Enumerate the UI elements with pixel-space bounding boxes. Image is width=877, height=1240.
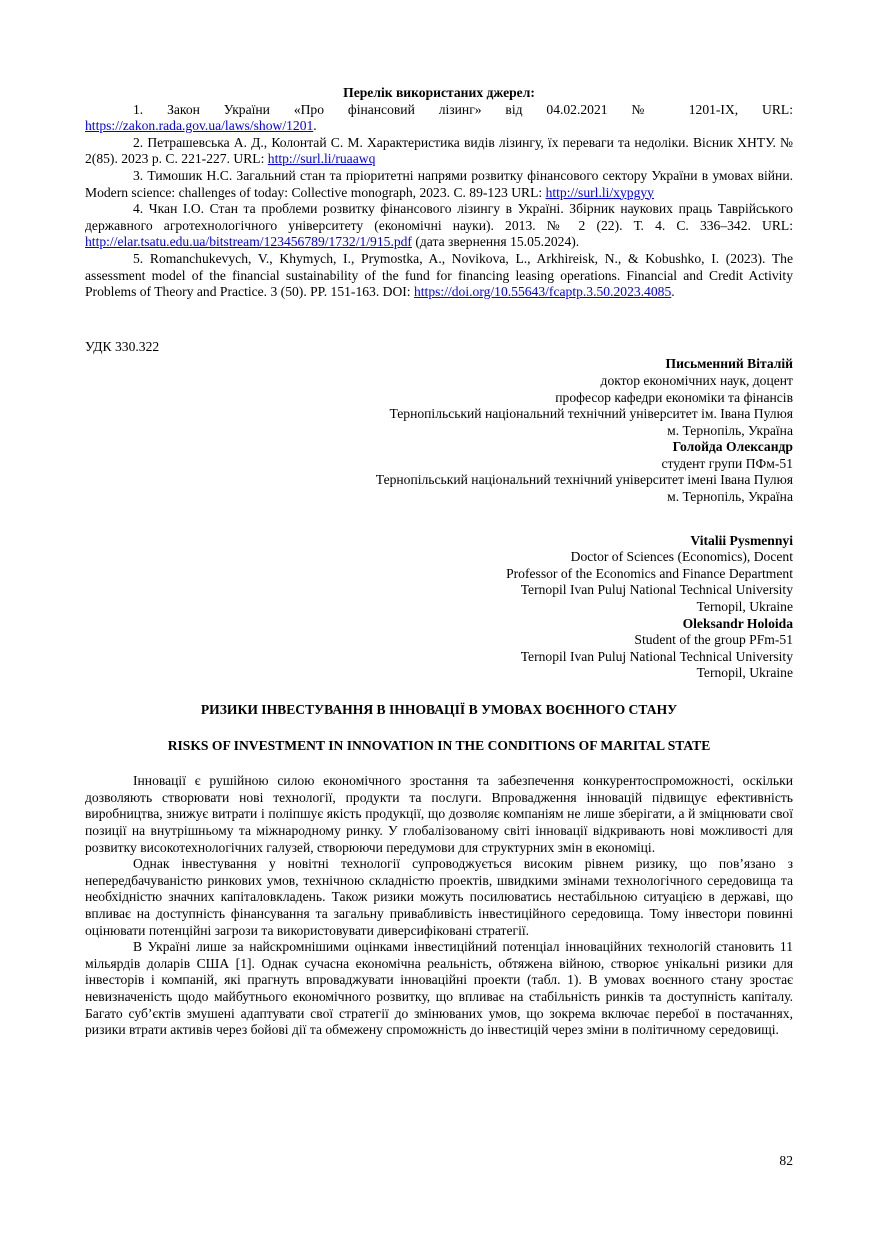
author2-university-ua: Тернопільський національний технічний університет імені Івана Пулюя xyxy=(375,472,793,488)
article-title-en: RISKS OF INVESTMENT IN INNOVATION IN THE CONDITIONS OF MARITAL STATE xyxy=(167,737,711,753)
author1-position-en: Professor of the Economics and Finance Department xyxy=(506,565,793,581)
reference-link[interactable]: https://doi.org/10.55643/fcaptp.3.50.2023.4085 xyxy=(413,284,672,300)
references-list xyxy=(85,102,793,301)
reference-link[interactable]: https://zakon.rada.gov.ua/laws/show/1201 xyxy=(85,118,314,134)
reference-link[interactable]: http://surl.li/ruaawq xyxy=(267,151,376,167)
reference-after: . xyxy=(671,284,675,300)
authors-ua xyxy=(85,356,793,505)
author1-name-ua: Письменний Віталій xyxy=(665,356,793,372)
author2-name-ua: Голойда Олександр xyxy=(672,439,793,455)
reference-number: 3. xyxy=(133,167,144,183)
reference-text: Петрашевська А. Д., Колонтай С. М. Характеристика видів лізингу, їх переваги та недоліки. Вісник ХНТУ. № 2(85). 2023 р. С. 221-227. URL: xyxy=(85,134,793,167)
reference-link[interactable]: http://elar.tsatu.edu.ua/bitstream/123456789/1732/1/915.pdf xyxy=(85,234,412,250)
reference-number: 2. xyxy=(133,134,144,150)
reference-after: . xyxy=(313,118,317,134)
reference-number: 1. xyxy=(133,101,144,117)
author1-degree-ua: доктор економічних наук, доцент xyxy=(600,372,793,388)
page-content xyxy=(85,85,793,1039)
author2-university-en: Ternopil Ivan Puluj National Technical University xyxy=(520,648,793,664)
reference-number: 4. xyxy=(133,201,144,217)
references-title: Перелік використаних джерел: xyxy=(343,85,535,100)
author1-university-ua: Тернопільський національний технічний університет ім. Івана Пулюя xyxy=(389,406,793,422)
author2-name-en: Oleksandr Holoida xyxy=(682,615,793,631)
author2-position-ua: студент групи ПФм-51 xyxy=(661,455,793,471)
reference-after: (дата звернення 15.05.2024). xyxy=(411,234,580,250)
author1-name-en: Vitalii Pysmennyi xyxy=(690,532,793,548)
reference-item xyxy=(85,168,793,201)
article-title-ua: РИЗИКИ ІНВЕСТУВАННЯ В ІННОВАЦІЇ В УМОВАХ ВОЄННОГО СТАНУ xyxy=(200,702,678,717)
author1-university-en: Ternopil Ivan Puluj National Technical University xyxy=(520,582,793,598)
reference-link[interactable]: http://surl.li/xypgyy xyxy=(545,184,654,200)
author1-degree-en: Doctor of Sciences (Economics), Docent xyxy=(570,549,793,565)
author2-city-ua: м. Тернопіль, Україна xyxy=(667,489,793,505)
author1-position-ua: професор кафедри економіки та фінансів xyxy=(555,389,793,405)
page-number: 82 xyxy=(779,1153,793,1168)
reference-item xyxy=(85,251,793,301)
author1-city-ua: м. Тернопіль, Україна xyxy=(667,422,793,438)
author2-city-en: Ternopil, Ukraine xyxy=(696,665,793,681)
reference-text: Romanchukevych, V., Khymych, I., Prymostka, A., Novikova, L., Arkhireisk, N., & Kobushko, I. (2023). The assessment model of the financial sustainability of the fund for financing leasing operations. Financial and Credit Activity Problems of Theory and Practice. 3 (50). PP. 151-163. DOI: xyxy=(85,250,793,300)
reference-item xyxy=(85,201,793,251)
reference-text: Тимошик Н.С. Загальний стан та пріоритетні напрями розвитку фінансового сектору України в умовах війни. Modern science: challenges of today: Collective monograph, 2023. C. 89-123 URL: xyxy=(85,167,793,200)
reference-text: Закон України «Про фінансовий лізинг» від 04.02.2021 № 1201-IX, URL: xyxy=(167,101,794,117)
author1-city-en: Ternopil, Ukraine xyxy=(696,599,793,615)
udc-code: УДК 330.322 xyxy=(85,338,160,354)
reference-number: 5. xyxy=(133,250,144,266)
body-paragraph: Інновації є рушійною силою економічного зростання та забезпечення конкурентоспроможності, оскільки дозволяють створювати нові технології, продукти та послуги. Впровадження інновацій підвищує ефективність виробництва, знижує витрати і поліпшує якість продукції, що дозволяє компаніям не лише зберігати, а й зміцнювати свої позиції на внутрішньому та міжнародному ринку. У глобалізованому світі інновації відкривають нові можливості для розвитку високотехнологічних галузей, створюючи передумови для структурних змін в економіці. xyxy=(85,773,793,855)
body-paragraph: В Україні лише за найскромнішими оцінками інвестиційний потенціал інноваційних технологій становить 11 мільярдів доларів США [1]. Однак сучасна економічна реальність, обтяжена війною, створює унікальні ризики для інвесторів і компаній, які прагнуть впроваджувати інноваційні проекти (табл. 1). В умовах воєнного стану зростає невизначеність щодо майбутнього економічного розвитку, що впливає на стабільність ринків та доступність капіталу. Багато суб’єктів змушені адаптувати свої стратегії до змінюваних умов, що зокрема включає перебої в постачаннях, ризики втрати активів через бойові дії та обмежену спроможність до інвестицій через зміни в політичному середовищі. xyxy=(85,939,793,1038)
reference-text: Чкан І.О. Стан та проблеми розвитку фінансового лізингу в Україні. Збірник наукових праць Таврійського державного агротехнологічного університету (економічні науки). 2013. № 2 (22). Т. 4. С. 336–342. URL: xyxy=(85,201,793,233)
reference-item xyxy=(85,135,793,168)
article-body xyxy=(85,773,793,1039)
reference-item xyxy=(85,102,793,135)
authors-en xyxy=(85,533,793,682)
body-paragraph: Однак інвестування у новітні технології супроводжується високим рівнем ризику, що пов’язано з непередбачуваністю ринкових умов, технічною складністю проектів, швидкими змінами технологічного середовища та необхідністю значних капіталовкладень. Також ризики можуть посилюватись нестабільною ситуацією в державі, що впливає на доступність фінансування та загальну привабливість інвестиційного середовища. Тому інвестори повинні оцінювати потенційні загрози та використовувати диверсифіковані стратегії. xyxy=(85,856,793,938)
author2-position-en: Student of the group PFm-51 xyxy=(634,632,793,648)
